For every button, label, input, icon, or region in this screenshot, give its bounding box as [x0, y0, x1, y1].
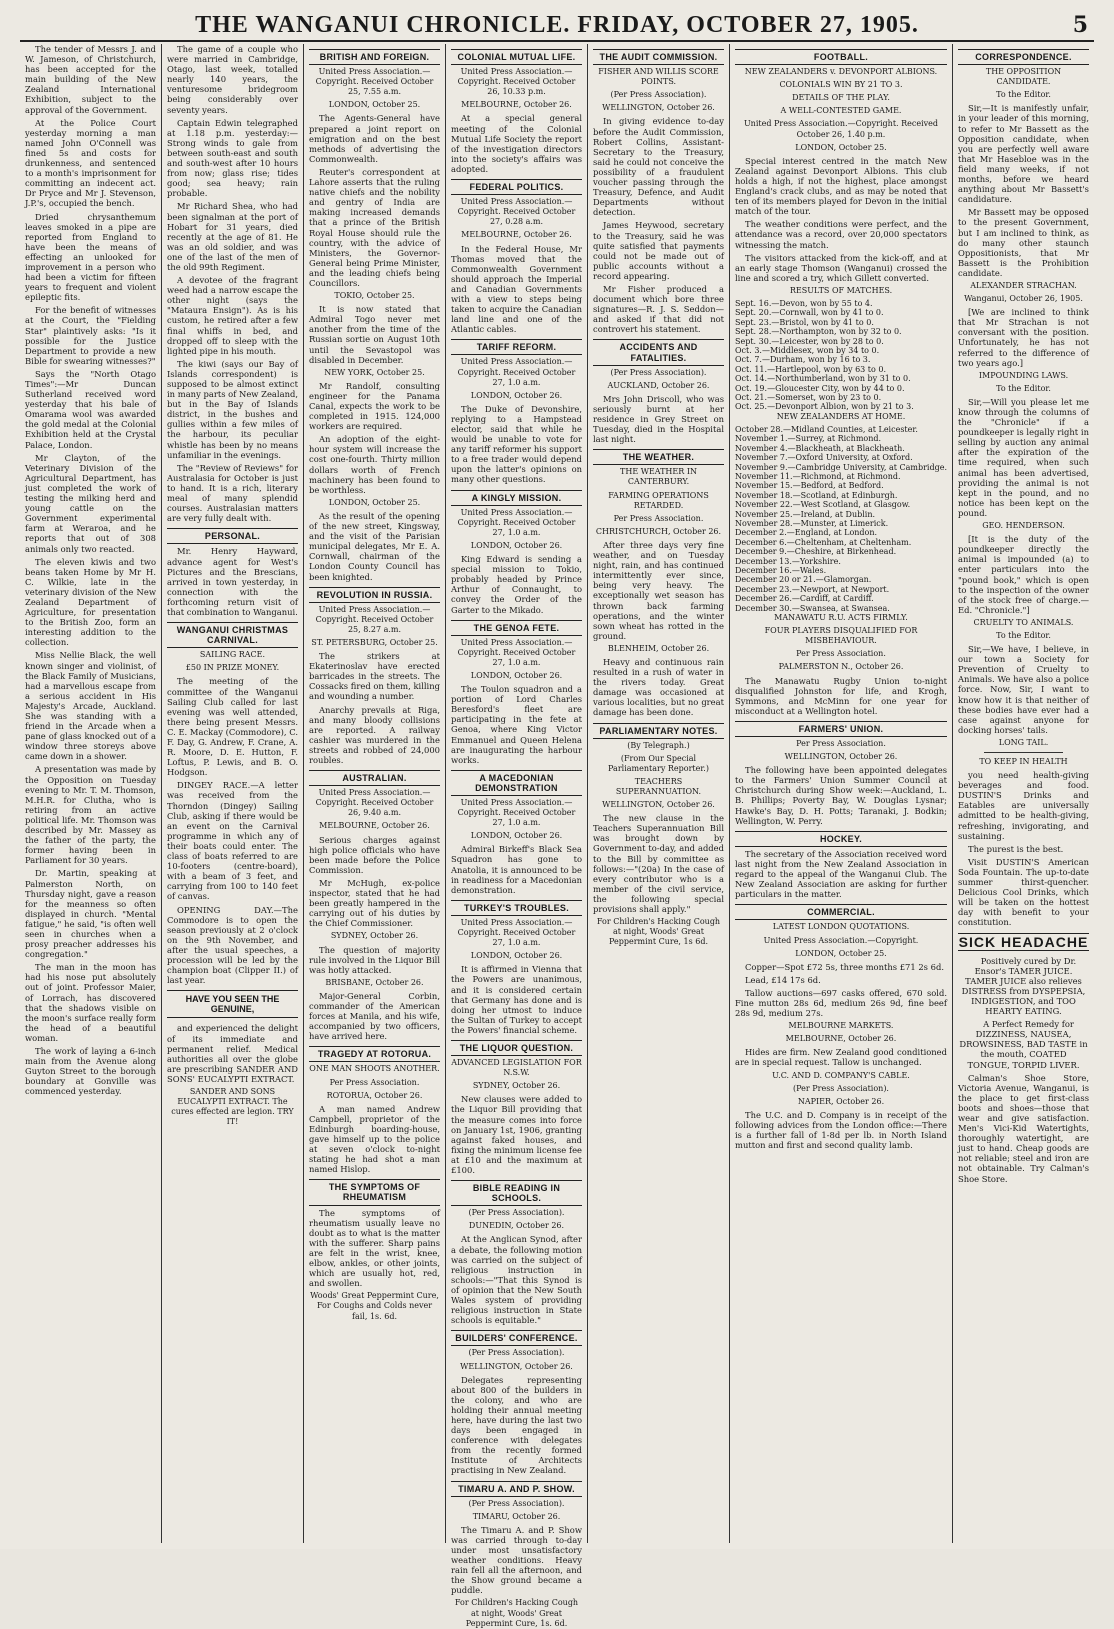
divider	[984, 752, 1063, 753]
dateline: Per Press Association.	[329, 1077, 420, 1087]
list-item: Oct. 14.—Northumberland, won by 31 to 0.	[735, 374, 911, 384]
paragraph: The man in the moon has had his nose put absolutely out of joint. Professor Maier, of Lorrach, has discovered that the shadows visible on the moon's surface really form the head of a beautiful woman.	[25, 962, 156, 1043]
paragraph: The "Review of Reviews" for Australasia for October is just to hand. It is a rich, literary meal of many splendid courses. Australasian matters are very fully dealt with.	[167, 462, 298, 524]
paragraph: Hides are firm. New Zealand good conditioned are in special request. Tallow is unchanged.	[735, 1047, 947, 1068]
dateline: LONDON, October 26.	[470, 540, 563, 550]
section-heading: PERSONAL.	[167, 528, 298, 544]
dateline: (Per Press Association).	[610, 90, 707, 100]
dateline: LONDON, October 26.	[470, 951, 563, 961]
dateline: LONDON, October 26.	[470, 670, 563, 680]
paragraph: The question of majority rule involved in the Liquor Bill was hotly attacked.	[309, 944, 440, 975]
paragraph: Mr Clayton, of the Veterinary Division of the Agricultural Department, has just completed the work of testing the milking herd and young cattle on the Government experimental farm at Weraroa, and he reports that out of 308 animals only two reacted.	[25, 452, 156, 554]
paragraph: Sir,—We have, I believe, in our town a Society for Prevention of Cruelty to Animals. We have also a police force. Now, Sir, I want to know how it is that neither of these bodies have ever had a case against anyone for docking horses' tails.	[958, 644, 1089, 735]
list-item: November 15.—Bedford, at Bedford.	[735, 481, 884, 491]
dateline: United Press Association.—Copyright. Received October 26, 9.40 a.m.	[315, 788, 434, 818]
paragraph: Mr Richard Shea, who had been signalman at the port of Hobart for 31 years, died recently at the age of 81. He was an old soldier, and was one of the last of the men of the old 99th Regiment.	[167, 201, 298, 272]
paragraph: At the Police Court yesterday morning a man named John O'Connell was fined 5s and costs for drunkenness, and sentenced to a month's imprisonment for committing an indecent act. Dr Pryce and Mr J. Stevenson, J.P.'s, occupied the bench.	[25, 117, 156, 209]
list-item: November 7.—Oxford University, at Oxford.	[735, 453, 913, 463]
paragraph: Mr Randolf, consulting engineer for the Panama Canal, expects the work to be completed in 1915. 124,000 workers are required.	[309, 380, 440, 432]
dateline: TOKIO, October 25.	[334, 291, 415, 301]
paragraph: Delegates representing about 800 of the builders in the colony, and who are holding their annual meeting here, have during the last two days been engaged in conference with delegates from the recently formed Institute of Architects practising in New Zealand.	[451, 1374, 582, 1476]
section-heading: TIMARU A. AND P. SHOW.	[451, 1481, 582, 1497]
dateline: BLENHEIM, October 26.	[607, 643, 710, 653]
dateline: MELBOURNE, October 26.	[785, 1034, 897, 1044]
subheading: To the Editor.	[996, 90, 1051, 100]
section-heading: BRITISH AND FOREIGN.	[309, 49, 440, 65]
list-item: November 28.—Munster, at Limerick.	[735, 519, 889, 528]
section-heading: THE SYMPTOMS OF RHEUMATISM	[309, 1179, 440, 1205]
list-item: November 18.—Scotland, at Edinburgh.	[735, 490, 898, 500]
subheading: FISHER AND WILLIS SCORE POINTS.	[598, 67, 719, 87]
list-item: December 26.—Cardiff, at Cardiff.	[735, 594, 874, 604]
list-item: December 20 or 21.—Glamorgan.	[735, 575, 872, 585]
paragraph: The strikers at Ekaterinoslav have erected barricades in the streets. The Cossacks fired on them, killing and wounding a number.	[309, 651, 440, 702]
list-item: Oct. 3.—Middlesex, won by 34 to 0.	[735, 346, 880, 355]
subheading: THE WEATHER IN CANTERBURY.	[620, 467, 697, 487]
subheading: A WELL-CONTESTED GAME.	[780, 106, 902, 116]
section-heading: ACCIDENTS AND FATALITIES.	[593, 339, 724, 365]
subheading: To the Editor.	[996, 630, 1051, 640]
dateline: (Per Press Association).	[468, 1208, 565, 1218]
paragraph: James Heywood, secretary to the Treasury, said he was quite satisfied that payments could not be made out of public accounts without a record appearing.	[593, 220, 724, 281]
dateline: LONDON, October 26.	[470, 390, 563, 400]
paragraph: For the benefit of witnesses at the Court, the "Fielding Star" plaintively asks: "Is it possible for the Justice Department to provide a new Bible for swearing witnesses?"	[25, 305, 156, 366]
paragraph: The Duke of Devonshire, replying to a Hampstead elector, said that while he would be unable to vote for any tariff reformer his support to a free trader would depend upon the latter's opinions on many other questions.	[451, 403, 582, 485]
paragraph: In giving evidence to-day before the Audit Commission, Robert Collins, Assistant-Secretary to the Treasury, said he could not conceive the possibility of a fraudulent voucher passing through the Treasury, Defence, and Audit Departments without detection.	[593, 116, 724, 218]
dateline: WELLINGTON, October 26.	[602, 800, 715, 810]
advertisement-footer: For Children's Hacking Cough at night, Woods' Great Peppermint Cure, 1s 6d.	[596, 917, 721, 947]
paragraph: The visitors attacked from the kick-off, and at an early stage Thomson (Wanganui) crossed the line and scored a try, which Gillett converted.	[735, 252, 947, 283]
dateline: Per Press Association.	[796, 649, 886, 659]
dateline: United Press Association.—Copyright. Received October 27, 1.0 a.m.	[457, 917, 576, 948]
section-heading: CORRESPONDENCE.	[958, 49, 1089, 65]
dateline: United Press Association.—Copyright. Received October 27, 1.0 a.m.	[457, 637, 576, 667]
section-heading: AUSTRALIAN.	[309, 770, 440, 786]
paragraph: The meeting of the committee of the Wanganui Sailing Club called for last evening was well attended, there being present Messrs. C. E. Mackay (Commodore), C. F. Day, G. Andrew, F. Crane, A. R. Moore, D. E. Hutton, F. Loftus, P. Lewis, and B. O. Hodgson.	[167, 676, 298, 778]
dateline: (Per Press Association).	[793, 1083, 889, 1093]
paragraph: A devotee of the fragrant weed had a narrow escape the other night (says the "Mataura Ensign"). As is his custom, he retired after a few final whiffs in bed, and dropped off to sleep with the lighted pipe in his mouth.	[167, 275, 298, 356]
paragraph: King Edward is sending a special mission to Tokio, probably headed by Prince Arthur of Connaught, to convey the Order of the Garter to the Mikado.	[451, 554, 582, 615]
column-2	[162, 44, 304, 1543]
advertisement-text: The purest is the best.	[968, 843, 1064, 854]
column-3	[304, 44, 446, 1543]
section-heading: THE AUDIT COMMISSION.	[593, 49, 724, 65]
paragraph: Special interest centred in the match New Zealand against Devonport Albions. This club holds a high, if not the highest, place amongst England's crack clubs, and as may be noted that ten of its members played for Devon in the initial match of the tour.	[735, 155, 947, 217]
dateline: United Press Association.—Copyright.	[763, 935, 919, 945]
section-heading: THE LIQUOR QUESTION.	[451, 1040, 582, 1056]
dateline: AUCKLAND, October 26.	[607, 380, 710, 390]
paragraph: Captain Edwin telegraphed at 1.18 p.m. yesterday:—Strong winds to gale from between south-east and south and south-west after 10 hours from now; glass rise; tides good; sea heavy; rain probable.	[167, 117, 298, 199]
section-heading: THE GENOA FETE.	[451, 620, 582, 636]
section-heading: TARIFF REFORM.	[451, 339, 582, 355]
dateline: PALMERSTON N., October 26.	[778, 662, 904, 672]
signature-text: GEO. HENDERSON.	[982, 521, 1065, 531]
paragraph: [We are inclined to think that Mr Strachan is not conversant with the position. Unfortunately, he has not referred to the difference of two years ago.]	[958, 307, 1089, 368]
list-item: November 25.—Ireland, at Dublin.	[735, 509, 876, 519]
list-item: Sept. 28.—Northampton, won by 32 to 0.	[735, 327, 902, 337]
dateline: (Per Press Association).	[468, 1348, 565, 1358]
subheading: £50 IN PRIZE MONEY.	[185, 663, 280, 673]
section-heading: FOOTBALL.	[735, 49, 947, 65]
list-item: Oct. 7.—Durham, won by 16 to 3.	[735, 355, 871, 365]
dateline: ST. PETERSBURG, October 25.	[311, 637, 438, 647]
dateline: MELBOURNE, October 26.	[319, 821, 430, 831]
advertisement-footer: SANDER AND SONS EUCALYPTI EXTRACT. The cures effected are legion. TRY IT!	[171, 1087, 294, 1127]
dateline: LONDON, October 25.	[328, 100, 421, 110]
masthead-title: THE WANGANUI CHRONICLE. FRIDAY, OCTOBER 27, 1905.	[195, 11, 919, 38]
dateline: (Per Press Association).	[610, 367, 707, 377]
dateline: LONDON, October 25.	[795, 948, 887, 958]
list-item: November 9.—Cambridge University, at Cambridge.	[735, 462, 947, 472]
dateline: Wanganui, October 26, 1905.	[964, 294, 1083, 304]
list-item: December 16.—Wales.	[735, 566, 827, 576]
column-4	[446, 44, 588, 1628]
paragraph: Copper—Spot £72 5s, three months £71 2s 6d.	[745, 961, 944, 972]
subheading: U.C. AND D. COMPANY'S CABLE.	[772, 1070, 910, 1080]
advertisement-heading: TO KEEP IN HEALTH	[979, 757, 1068, 766]
subheading: LATEST LONDON QUOTATIONS.	[772, 922, 910, 932]
subheading: SAILING RACE.	[199, 650, 266, 660]
dateline: LONDON, October 25.	[795, 142, 887, 152]
section-heading: TRAGEDY AT ROTORUA.	[309, 1046, 440, 1062]
list-item: Oct. 21.—Somerset, won by 23 to 0.	[735, 393, 882, 403]
advertisement-heading: HAVE YOU SEEN THE GENUINE,	[167, 990, 298, 1018]
paragraph: Sir,—Will you please let me know through the columns of the "Chronicle" if a poundkeeper is legally right in selling by auction any animal after the expiration of the time required, when such animal has been advertised, providing the animal is not kept in the pound, and no notice has been kept on the pound.	[958, 396, 1089, 518]
dateline: NAPIER, October 26.	[797, 1096, 885, 1106]
paragraph: The Manawatu Rugby Union to-night disqualified Johnston for life, and Krogh, Symmons, and McMinn for one year for misconduct at a Wellington hotel.	[735, 675, 947, 716]
paragraph: Tallow auctions—697 casks offered, 670 sold. Fine mutton 28s 6d, medium 26s 9d, fine beef 28s 9d, medium 27s.	[735, 987, 947, 1019]
column-7	[953, 44, 1094, 1543]
advertisement-footer: Woods' Great Peppermint Cure, For Coughs and Colds never fail, 1s. 6d.	[310, 1291, 439, 1321]
list-item: December 6.—Cheltenham, at Cheltenham.	[735, 537, 912, 547]
subheading: FOUR PLAYERS DISQUALIFIED FOR MISBEHAVIOUR.	[764, 626, 918, 646]
page-number: 5	[1072, 12, 1088, 38]
masthead	[20, 10, 1094, 42]
subheading: RESULTS OF MATCHES.	[789, 285, 893, 295]
paragraph: The work of laying a 6-inch main from the Avenue along Guyton Street to the borough boundary at Gonville was commenced yesterday.	[25, 1046, 156, 1097]
dateline: United Press Association.—Copyright. Received October 26, 1.40 p.m.	[743, 119, 939, 139]
paragraph: Serious charges against high police officials who have been made before the Police Commission.	[309, 834, 440, 875]
dateline: United Press Association.—Copyright. Received October 25, 7.55 a.m.	[315, 67, 434, 97]
section-heading: THE WEATHER.	[593, 449, 724, 465]
paragraph: An adoption of the eight-hour system will increase the cost one-fourth. Thirty million dollars worth of French machinery has been found to be worthless.	[309, 434, 440, 495]
advertisement-text: Positively cured by Dr. Ensor's TAMER JUICE. TAMER JUICE also relieves DISTRESS from DYSPEPSIA, INDIGESTION, and TOO HEARTY EATING.	[961, 955, 1086, 1017]
paragraph: The symptoms of rheumatism usually leave no doubt as to what is the matter with the sufferer. Sharp pains are felt in the wrist, knee, elbow, ankles, or other joints, which are usually hot, red, and swollen.	[309, 1207, 440, 1289]
list-item: Oct. 19.—Gloucester City, won by 44 to 0.	[735, 383, 905, 393]
paragraph: The new clause in the Teachers Superannuation Bill was brought down by Government to-day, and added to the Bill by committee as follows:—"(20a) In the case of every contributor who is a member of the civil service, the following special provisions shall apply."	[593, 813, 724, 915]
section-heading: PARLIAMENTARY NOTES.	[593, 723, 724, 739]
paragraph: Dried chrysanthemum leaves smoked in a pipe are reported from England to have been the means of effecting an unlooked for improvement in a person who had been a victim for fifteen years to frequent and violent epileptic fits.	[25, 211, 156, 303]
paragraph: As the result of the opening of the new street, Kingsway, and the visit of the Parisian municipal delegates, Mr E. A. Cornwall, chairman of the London County Council has been knighted.	[309, 510, 440, 582]
paragraph: It is affirmed in Vienna that the Powers are unanimous, and it is considered certain that Germany has done and is doing her utmost to induce the Sultan of Turkey to accept the Powers' financial scheme.	[451, 964, 582, 1035]
dateline: DUNEDIN, October 26.	[468, 1221, 565, 1231]
dateline: (Per Press Association).	[468, 1498, 565, 1508]
dateline: NEW YORK, October 25.	[324, 367, 425, 377]
subheading: MELBOURNE MARKETS.	[788, 1021, 894, 1031]
section-heading: BUILDERS' CONFERENCE.	[451, 1330, 582, 1346]
dateline: TIMARU, October 26.	[472, 1511, 561, 1521]
paragraph: The game of a couple who were married in Cambridge, Otago, last week, totalled nearly 140 years, the venturesome bridegroom being considerably over seventy years.	[167, 44, 298, 115]
paragraph: Mr. Henry Hayward, advance agent for West's Pictures and the Brescians, arrived in town yesterday, in connection with the forthcoming return visit of that combination to Wanganui.	[167, 546, 298, 617]
paragraph: Heavy and continuous rain resulted in a rush of water in the rivers today. Great damage was occasioned at various localities, but no great damage has been done.	[593, 656, 724, 718]
dateline: United Press Association.—Copyright. Received October 27, 1.0 a.m.	[457, 507, 576, 537]
signature-text: ALEXANDER STRACHAN.	[970, 280, 1077, 290]
dateline: WELLINGTON, October 26.	[784, 752, 898, 762]
columns	[20, 44, 1094, 1628]
dateline: BRISBANE, October 26.	[325, 977, 424, 987]
section-heading: BIBLE READING IN SCHOOLS.	[451, 1180, 582, 1206]
dateline: United Press Association.—Copyright. Received October 27, 0.28 a.m.	[457, 197, 576, 227]
subheading: NEW ZEALANDERS AT HOME.	[776, 411, 906, 421]
section-heading: REVOLUTION IN RUSSIA.	[309, 587, 440, 603]
paragraph: The Agents-General have prepared a joint report on emigration and on the best methods of advertising the Commonwealth.	[309, 113, 440, 164]
paragraph: Says the "North Otago Times":—Mr Duncan Sutherland received word yesterday that his bale of Omarama wool was awarded the gold medal at the Colonial Exhibition held at the Crystal Palace, London.	[25, 368, 156, 450]
paragraph: Reuter's correspondent at Lahore asserts that the ruling native chiefs and the nobility and gentry of India are making increased demands that a prince of the British Royal House should rule the country, with the advice of Ministers, the Governor-General being Prime Minister, and the leading chiefs being Councillors.	[309, 166, 440, 288]
subheading: To the Editor.	[996, 383, 1051, 393]
paragraph: Sir,—It is manifestly unfair, in your leader of this morning, to refer to Mr Bassett as the Opposition candidate, when you are perfectly well aware that Mr Hasebloe was in the field many weeks, if not months, before we heard anything about Mr Bassett's candidature.	[958, 103, 1089, 205]
subheading: MANAWATU R.U. ACTS FIRMLY.	[774, 613, 908, 623]
paragraph: The kiwi (says our Bay of Islands correspondent) is supposed to be almost extinct in many parts of New Zealand, but in the Bay of Islands district, in the bushes and gullies within a few miles of the harbour, its peculiar whistle has been by no means unfamiliar in the evenings.	[167, 358, 298, 460]
list-item: November 1.—Surrey, at Richmond.	[735, 434, 882, 444]
list-item: December 23.—Newport, at Newport.	[735, 584, 890, 594]
paragraph: The secretary of the Association received word last night from the New Zealand Association in regard to the appeal of the Wanganui Club. The New Zealand Association are asking for further particulars in the matter.	[735, 848, 947, 900]
section-heading: TURKEY'S TROUBLES.	[451, 900, 582, 916]
paragraph: The tender of Messrs J. and W. Jameson, of Christchurch, has been accepted for the main building of the New Zealand International Exhibition, subject to the approval of the Government.	[25, 44, 156, 115]
section-heading: A MACEDONIAN DEMONSTRATION	[451, 770, 582, 796]
paragraph: Lead, £14 17s 6d.	[745, 974, 821, 985]
paragraph: A presentation was made by the Opposition on Tuesday evening to Mr. T. M. Thomson, M.H.R. for Clutha, who is retiring from an active political life. Mr. Thomson was described by Mr. Massey as the father of the party, the former having been in Parliament for 30 years.	[25, 764, 156, 866]
paragraph: A man named Andrew Campbell, proprietor of the Edinburgh boarding-house, gave himself up to the police at seven o'clock to-night stating he had shot a man named Hislop.	[309, 1103, 440, 1175]
advertisement-text: Visit DUSTIN'S American Soda Fountain. The up-to-date summer thirst-quencher. Delicious Cool Drinks, which will be taken on the hottest day with benefit to your constitution.	[958, 856, 1089, 928]
paragraph: After three days very fine weather, and on Tuesday night, rain, and has continued intermittently ever since, being very heavy. The exceptionally wet season has thrown back farming operations, and the winter sown wheat has rotted in the ground.	[593, 539, 724, 641]
paragraph: OPENING DAY.—The Commodore is to open the season previously at 2 o'clock on the 9th November, and after the usual speeches, a procession will be led by the champion boat (Clipper II.) of last year.	[167, 904, 298, 986]
paragraph: The weather conditions were perfect, and the attendance was a record, over 20,000 spectators witnessing the match.	[735, 219, 947, 250]
paragraph: DINGEY RACE.—A letter was received from the Thorndon (Dingey) Sailing Club, asking if there would be an event on the Carnival programme in which any of their boats could enter. The class of boats referred to are 10-footers (centre-board), with a beam of 3 feet, and carrying from 100 to 140 feet of canvas.	[167, 780, 298, 902]
paragraph: Miss Nellie Black, the well known singer and violinist, of the Black Family of Musicians, had a marvellous escape from a serious accident in His Majesty's Arcade, Auckland. She was standing with a friend in the Arcade when a pane of glass knocked out of a window three storeys above came down in a shower.	[25, 650, 156, 762]
list-item: Sept. 16.—Devon, won by 55 to 4.	[735, 298, 873, 308]
subheading: NEW ZEALANDERS v. DEVONPORT ALBIONS.	[744, 67, 938, 77]
dateline: SYDNEY, October 26.	[472, 1081, 561, 1091]
dateline: WELLINGTON, October 26.	[602, 103, 715, 113]
advertisement-text: you need health-giving beverages and food. DUSTIN'S Drinks and Eatables are universally admitted to be health-giving, refreshing, invigorating, and sustaining.	[958, 770, 1089, 841]
dateline: Per Press Association.	[796, 739, 886, 748]
paragraph: New clauses were added to the Liquor Bill providing that the measure comes into force on January 1st, 1906, granting against faked houses, and fixing the minimum license fee at £10 and the maximum at £100.	[451, 1094, 582, 1175]
list-item: Oct. 11.—Hartlepool, won by 63 to 0.	[735, 364, 887, 374]
dateline: CHRISTCHURCH, October 26.	[595, 526, 722, 536]
paragraph: [It is the duty of the poundkeeper directly the animal is impounded (a) to enter particulars into the "pound book," which is open to the inspection of the owner of the stock free of charge.—Ed. "Chronicle."]	[958, 534, 1089, 615]
list-item: December 30.—Swansea, at Swansea.	[735, 603, 890, 613]
list-item: December 9.—Cheshire, at Birkenhead.	[735, 547, 897, 557]
list-item: October 28.—Midland Counties, at Leicester.	[735, 424, 918, 434]
subheading: TEACHERS SUPERANNUATION.	[615, 776, 702, 796]
list-item: November 4.—Blackheath, at Blackheath.	[735, 443, 905, 453]
paragraph: Anarchy prevails at Riga, and many bloody collisions are reported. A railway cashier was murdered in the streets and robbed of 24,000 roubles.	[309, 704, 440, 765]
section-heading: WANGANUI CHRISTMAS CARNIVAL.	[167, 622, 298, 648]
subheading: (By Telegraph.)	[627, 740, 690, 750]
dateline: ROTORUA, October 26.	[326, 1090, 423, 1100]
dateline: LONDON, October 26.	[470, 831, 563, 841]
section-heading: FEDERAL POLITICS.	[451, 179, 582, 195]
paragraph: Mr McHugh, ex-police inspector, stated that he had been greatly hampered in the carrying out of his duties by the Chief Commissioner.	[309, 877, 440, 929]
dateline: SYDNEY, October 26.	[330, 931, 419, 941]
subheading: IMPOUNDING LAWS.	[978, 370, 1069, 380]
paragraph: The U.C. and D. Company is in receipt of the following advices from the London office:—There is a further fall of 1-8d per lb. in North Island mutton and first and second quality lamb.	[735, 1109, 947, 1151]
paragraph: At the Anglican Synod, after a debate, the following motion was carried on the subject of religious instruction in schools:—"That this Synod is of opinion that the New South Wales system of providing religious instruction in State schools is equitable."	[451, 1234, 582, 1326]
advertisement-text: and experienced the delight of its immediate and permanent relief. Medical authorities all over the globe are prescribing SANDER AND SONS' EUCALYPTI EXTRACT.	[167, 1023, 298, 1084]
paragraph: Mr Fisher produced a document which bore three signatures—R. J. S. Seddon—and asked if that did not controvert his statement.	[593, 283, 724, 335]
subheading: COLONIALS WIN BY 21 TO 3.	[779, 80, 903, 90]
dateline: WELLINGTON, October 26.	[460, 1361, 573, 1371]
column-1	[20, 44, 162, 1543]
subheading: ONE MAN SHOOTS ANOTHER.	[309, 1064, 440, 1074]
advertisement-footer: For Children's Hacking Cough at night, Woods' Great Peppermint Cure, 1s. 6d.	[454, 1598, 579, 1628]
list-item: December 13.—Yorkshire.	[735, 556, 841, 566]
list-item: Sept. 30.—Leicester, won by 28 to 0.	[735, 336, 884, 346]
list-item: Sept. 20.—Cornwall, won by 41 to 0.	[735, 308, 884, 318]
dateline: United Press Association.—Copyright. Received October 26, 10.33 p.m.	[457, 67, 576, 97]
subheading: THE OPPOSITION CANDIDATE.	[985, 67, 1062, 87]
paragraph: The eleven kiwis and two beans taken Home by Mr H. C. Wilkie, late in the veterinary division of the New Zealand Department of Agriculture, for presentation to the British Zoo, form an interesting addition to the collection.	[25, 556, 156, 648]
subheading: CRUELTY TO ANIMALS.	[973, 617, 1074, 627]
section-heading: A KINGLY MISSION.	[451, 490, 582, 506]
subheading: DETAILS OF THE PLAY.	[792, 93, 890, 103]
column-5	[588, 44, 730, 1543]
list-item: November 22.—West Scotland, at Glasgow.	[735, 500, 911, 510]
paragraph: It is now stated that Admiral Togo never met another from the time of the Russian sortie on August 10th until the Sevastopol was disabled in December.	[309, 304, 440, 365]
dateline: United Press Association.—Copyright. Received October 27, 1.0 a.m.	[457, 357, 576, 387]
section-heading: HOCKEY.	[735, 831, 947, 847]
section-heading: FARMERS' UNION.	[735, 721, 947, 737]
advertisement-text: Calman's Shoe Store, Victoria Avenue, Wanganui, is the place to get first-class boots and shoes—those that wear and give satisfaction. Men's Vici-Kid Watertights, thoroughly watertight, are just to hand. Cheap goods are not reliable; steel and iron are not obtainable. Try Calman's Shoe Store.	[958, 1072, 1089, 1184]
dateline: United Press Association.—Copyright. Received October 27, 1.0 a.m.	[457, 798, 576, 828]
advertisement-heading: SICK HEADACHE	[958, 933, 1089, 950]
paragraph: At a special general meeting of the Colonial Mutual Life Society the report of the investigation directors into the society's affairs was adopted.	[451, 113, 582, 174]
paragraph: Dr. Martin, speaking at Palmerston North, on Thursday night, gave a reason for the meanness so often displayed in church. "Mental fatigue," he said, "is often well seen in churches when a prosy preacher addresses his congregation."	[25, 868, 156, 960]
section-heading: COMMERCIAL.	[735, 904, 947, 920]
dateline: Per Press Association.	[613, 513, 704, 523]
paragraph: The following have been appointed delegates to the Farmers' Union Summer Council at Christchurch during Show week:—Auckland, L. B. Phillips; Poverty Bay, W. Douglas Lysnar; Hawke's Bay, D. H. Potts; Taranaki, J. Bodkin; Wellington, W. Perry.	[735, 765, 947, 826]
dateline: LONDON, October 25.	[328, 497, 421, 507]
dateline: MELBOURNE, October 26.	[461, 100, 572, 110]
advertisement-text: A Perfect Remedy for DIZZINESS, NAUSEA, DROWSINESS, BAD TASTE in the mouth, COATED TONGUE, TORPID LIVER.	[959, 1019, 1088, 1070]
paragraph: In the Federal House, Mr Thomas moved that the Commonwealth Government should approach the Imperial and Canadian Governments with a view to steps being taken to acquire the Canadian land line and one of the Atlantic cables.	[451, 243, 582, 335]
paragraph: The Timaru A. and P. Show was carried through to-day under most unsatisfactory weather conditions. Heavy rain fell all the afternoon, and the Show ground became a puddle.	[451, 1524, 582, 1596]
list-item: November 11.—Richmond, at Richmond.	[735, 471, 901, 481]
section-heading: COLONIAL MUTUAL LIFE.	[451, 49, 582, 65]
paragraph: Mrs John Driscoll, who was seriously burnt at her residence in Grey Street on Tuesday, died in the Hospital last night.	[593, 393, 724, 445]
paragraph: The Toulon squadron and a portion of Lord Charles Beresford's fleet are participating in the fete at Genoa, where King Victor Emmanuel and Queen Helena are inaugurating the harbour works.	[451, 684, 582, 765]
subheading: ADVANCED LEGISLATION FOR N.S.W.	[451, 1058, 582, 1078]
dateline: MELBOURNE, October 26.	[461, 230, 572, 240]
list-item: Oct. 25.—Devonport Albion, won by 21 to 3.	[735, 402, 914, 412]
list-item: Sept. 23.—Bristol, won by 41 to 0.	[735, 317, 874, 327]
dateline: United Press Association.—Copyright. Received October 25, 8.27 a.m.	[315, 604, 434, 634]
list-item: December 2.—England, at London.	[735, 528, 878, 538]
paragraph: Admiral Birkeff's Black Sea Squadron has gone to Anatolia, it is announced to be in readiness for a Macedonian demonstration.	[451, 844, 582, 895]
subheading: (From Our Special Parliamentary Reporter.)	[608, 753, 709, 773]
subheading: FARMING OPERATIONS RETARDED.	[608, 490, 709, 510]
results-list	[735, 299, 947, 412]
fixtures-list	[735, 425, 947, 613]
paragraph: Major-General Corbin, commander of the American forces at Manila, and his wife, accompanied by two officers, have arrived here.	[309, 990, 440, 1042]
column-6	[730, 44, 953, 1543]
paragraph: Mr Bassett may be opposed to the present Government, but I am inclined to think, as do many other staunch Oppositionists, that Mr Bassett is the Prohibition candidate.	[958, 207, 1089, 278]
signature-text: LONG TAIL.	[998, 737, 1049, 747]
